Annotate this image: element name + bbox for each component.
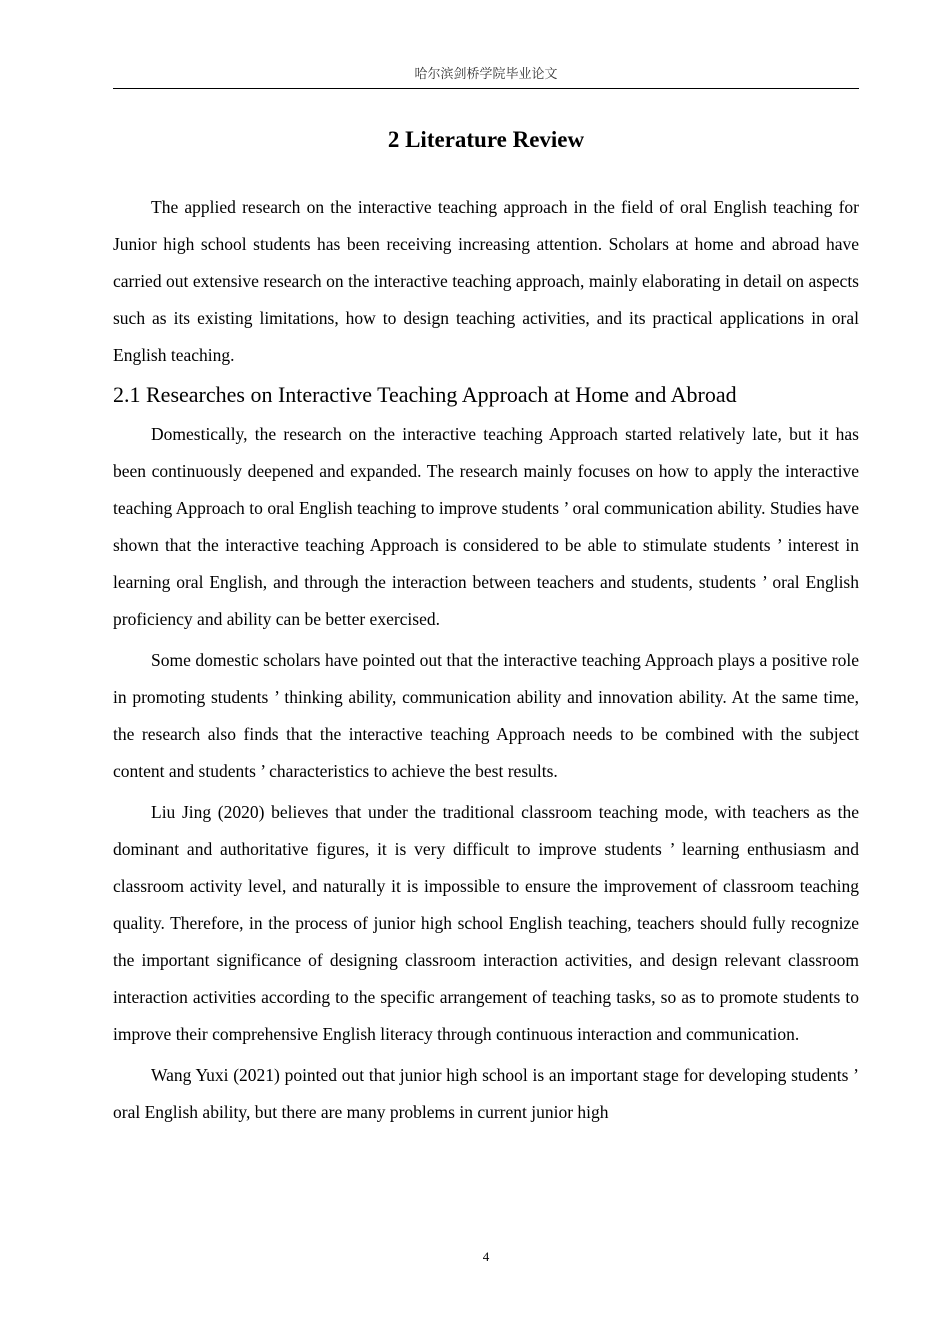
chapter-title: 2 Literature Review xyxy=(387,127,585,152)
paragraph-domestic-research: Domestically, the research on the interactive teaching Approach started relatively late, but it has been continuously deepened and expanded. The research mainly focuses on how to apply the interactive teaching Approach to oral English teaching to improve students ’ oral communication ability. Studies have shown that the interactive teaching Approach is considered to be able to stimulate students ’ interest in learning oral English, and through the interaction between teachers and students, students ’ oral English proficiency and ability can be better exercised. xyxy=(113,424,859,629)
intro-paragraph: The applied research on the interactive teaching approach in the field of oral English teaching for Junior high school students has been receiving increasing attention. Scholars at home and abroad have carried out extensive research on the interactive teaching approach, mainly elaborating in detail on aspects such as its existing limitations, how to design teaching activities, and its practical applications in oral English teaching. xyxy=(113,197,859,365)
running-header: 哈尔滨剑桥学院毕业论文 xyxy=(414,67,558,82)
body-text xyxy=(113,189,859,1135)
paragraph-domestic-scholars: Some domestic scholars have pointed out that the interactive teaching Approach plays a positive role in promoting students ’ thinking ability, communication ability and innovation ability. At the same time, the research also finds that the interactive teaching Approach needs to be combined with the subject content and students ’ characteristics to achieve the best results. xyxy=(113,650,859,781)
section-heading: 2.1 Researches on Interactive Teaching Approach at Home and Abroad xyxy=(113,382,737,407)
header-rule xyxy=(113,88,859,89)
page-number: 4 xyxy=(482,1249,490,1264)
paragraph-wang-yuxi: Wang Yuxi (2021) pointed out that junior high school is an important stage for developing students ’ oral English ability, but there are many problems in current junior high xyxy=(113,1065,859,1122)
paragraph-liu-jing: Liu Jing (2020) believes that under the traditional classroom teaching mode, with teachers as the dominant and authoritative figures, it is very difficult to improve students ’ learning enthusiasm and classroom activity level, and naturally it is impossible to ensure the improvement of classroom teaching quality. Therefore, in the process of junior high school English teaching, teachers should fully recognize the important significance of designing classroom interaction activities, and design relevant classroom interaction activities according to the specific arrangement of teaching tasks, so as to promote students to improve their comprehensive English literacy through continuous interaction and communication. xyxy=(113,802,859,1044)
